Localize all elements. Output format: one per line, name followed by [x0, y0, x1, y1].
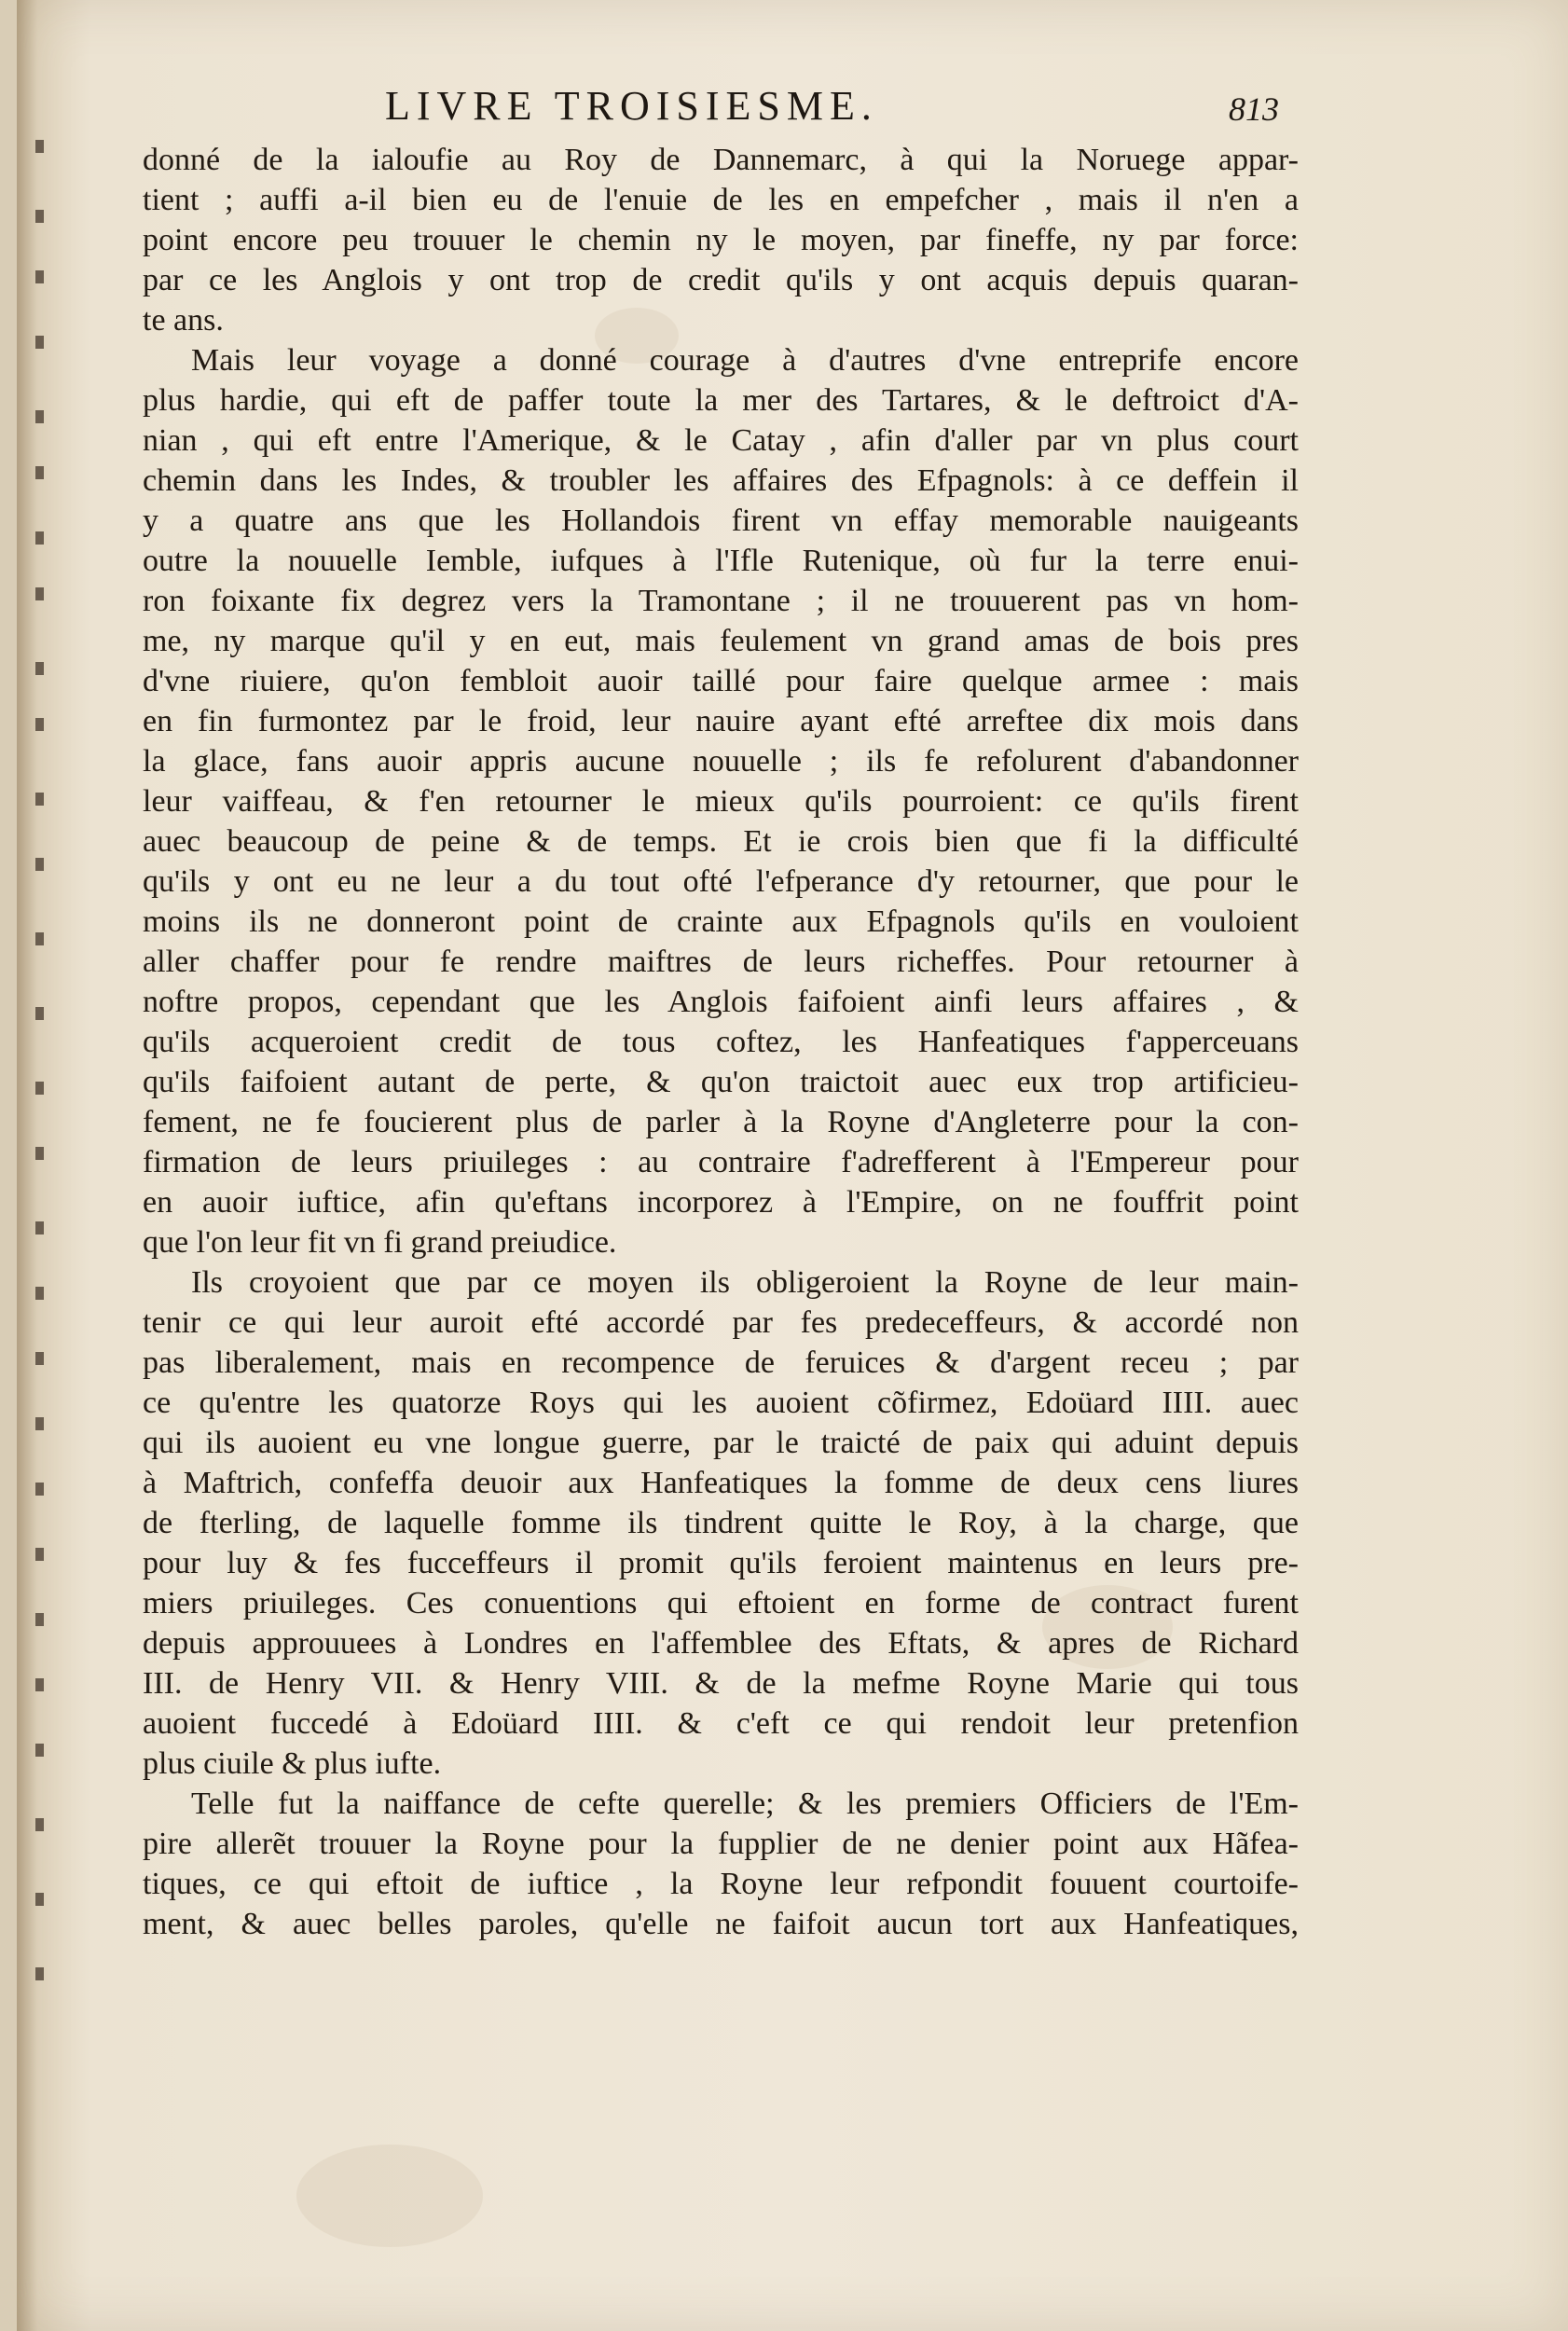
binding-mark [35, 1221, 44, 1234]
binding-mark [35, 587, 44, 600]
text-line: noftre propos, cependant que les Anglois faifoient ainfi leurs affaires , & [143, 985, 1299, 1019]
text-line: ment, & auec belles paroles, qu'elle ne faifoit aucun tort aux Hanfeatiques, [143, 1907, 1299, 1941]
text-line: par ce les Anglois y ont trop de credit qu'ils y ont acquis depuis quaran- [143, 263, 1299, 297]
binding-mark [35, 336, 44, 349]
binding-mark [35, 140, 44, 153]
text-line: moins ils ne donneront point de crainte aux Efpagnols qu'ils en vouloient [143, 904, 1299, 939]
text-line: qu'ils faifoient autant de perte, & qu'on traictoit auec eux trop artificieu- [143, 1065, 1299, 1099]
binding-mark [35, 793, 44, 806]
text-line: tient ; auffi a-il bien eu de l'enuie de les en empefcher , mais il n'en a [143, 183, 1299, 217]
book-page [17, 0, 1568, 2331]
text-line: pas liberalement, mais en recompence de feruices & d'argent receu ; par [143, 1345, 1299, 1380]
binding-mark [35, 1082, 44, 1095]
binding-mark [35, 1613, 44, 1626]
binding-mark [35, 531, 44, 545]
binding-mark [35, 932, 44, 945]
binding-mark [35, 1818, 44, 1831]
binding-mark [35, 1417, 44, 1430]
running-head-title: LIVRE TROISIESME. [385, 83, 878, 129]
binding-mark [35, 210, 44, 223]
text-line: firmation de leurs priuileges : au contraire f'adrefferent à l'Empereur pour [143, 1145, 1299, 1179]
binding-mark [35, 662, 44, 675]
text-line: fement, ne fe foucierent plus de parler à la Royne d'Angleterre pour la con- [143, 1105, 1299, 1139]
text-line: en fin furmontez par le froid, leur nauire ayant efté arreftee dix mois dans [143, 704, 1299, 738]
binding-mark [35, 1678, 44, 1691]
text-line: auec beaucoup de peine & de temps. Et ie crois bien que fi la difficulté [143, 824, 1299, 859]
binding-mark [35, 858, 44, 871]
text-line: en auoir iuftice, afin qu'eftans incorporez à l'Empire, on ne fouffrit point [143, 1185, 1299, 1220]
text-line: miers priuileges. Ces conuentions qui eftoient en forme de contract furent [143, 1586, 1299, 1621]
text-line: qui ils auoient eu vne longue guerre, par le traicté de paix qui aduint depuis [143, 1426, 1299, 1460]
text-line: de fterling, de laquelle fomme ils tindrent quitte le Roy, à la charge, que [143, 1506, 1299, 1540]
text-line: III. de Henry VII. & Henry VIII. & de la mefme Royne Marie qui tous [143, 1666, 1299, 1701]
text-line: plus ciuile & plus iufte. [143, 1746, 442, 1781]
text-line: d'vne riuiere, qu'on fembloit auoir taillé pour faire quelque armee : mais [143, 664, 1299, 698]
text-line: tiques, ce qui eftoit de iuftice , la Royne leur refpondit fouuent courtoife- [143, 1867, 1299, 1901]
text-line: depuis approuuees à Londres en l'affemblee des Eftats, & apres de Richard [143, 1626, 1299, 1661]
text-line: ce qu'entre les quatorze Roys qui les auoient cõfirmez, Edoüard IIII. auec [143, 1386, 1299, 1420]
text-line: leur vaiffeau, & f'en retourner le mieux qu'ils pourroient: ce qu'ils firent [143, 784, 1299, 819]
text-line: donné de la ialoufie au Roy de Dannemarc, à qui la Noruege appar- [143, 143, 1299, 177]
text-line: chemin dans les Indes, & troubler les affaires des Efpagnols: à ce deffein il [143, 463, 1299, 498]
binding-mark [35, 1548, 44, 1561]
text-line: me, ny marque qu'il y en eut, mais feulement vn grand amas de bois pres [143, 624, 1299, 658]
binding-mark [35, 270, 44, 283]
text-line: pour luy & fes fucceffeurs il promit qu'ils feroient maintenus en leurs pre- [143, 1546, 1299, 1580]
binding-mark [35, 1147, 44, 1160]
text-line: qu'ils y ont eu ne leur a du tout ofté l'efperance d'y retourner, que pour le [143, 864, 1299, 899]
text-line: pire allerẽt trouuer la Royne pour la fupplier de ne denier point aux Hãfea- [143, 1827, 1299, 1861]
text-line: la glace, fans auoir appris aucune nouuelle ; ils fe refolurent d'abandonner [143, 744, 1299, 779]
binding-mark [35, 466, 44, 479]
binding-mark [35, 1967, 44, 1980]
text-line: aller chaffer pour fe rendre maiftres de leurs richeffes. Pour retourner à [143, 945, 1299, 979]
binding-mark [35, 718, 44, 731]
binding-mark [35, 1483, 44, 1496]
binding-mark [35, 1007, 44, 1020]
paragraph-first-line: Ils croyoient que par ce moyen ils obligeroient la Royne de leur main- [191, 1265, 1299, 1300]
paragraph-first-line: Mais leur voyage a donné courage à d'autres d'vne entreprife encore [191, 343, 1299, 378]
text-line: qu'ils acqueroient credit de tous coftez, les Hanfeatiques f'apperceuans [143, 1025, 1299, 1059]
binding-mark [35, 410, 44, 423]
text-line: ron foixante fix degrez vers la Tramontane ; il ne trouuerent pas vn hom- [143, 584, 1299, 618]
text-line: à Maftrich, confeffa deuoir aux Hanfeatiques la fomme de deux cens liures [143, 1466, 1299, 1500]
text-line: plus hardie, qui eft de paffer toute la mer des Tartares, & le deftroict d'A- [143, 383, 1299, 418]
text-line: point encore peu trouuer le chemin ny le moyen, par fineffe, ny par force: [143, 223, 1299, 257]
binding-mark [35, 1744, 44, 1757]
text-line: que l'on leur fit vn fi grand preiudice. [143, 1225, 617, 1260]
paper-stain [296, 2145, 483, 2247]
binding-mark [35, 1893, 44, 1906]
text-line: te ans. [143, 303, 224, 338]
running-head [17, 82, 1568, 138]
text-line: tenir ce qui leur auroit efté accordé par fes predeceffeurs, & accordé non [143, 1305, 1299, 1340]
binding-mark [35, 1287, 44, 1300]
text-line: outre la nouuelle Iemble, iufques à l'Ifle Rutenique, où fur la terre enui- [143, 544, 1299, 578]
text-line: y a quatre ans que les Hollandois firent vn effay memorable nauigeants [143, 503, 1299, 538]
text-line: nian , qui eft entre l'Amerique, & le Catay , afin d'aller par vn plus court [143, 423, 1299, 458]
text-line: auoient fuccedé à Edoüard IIII. & c'eft ce qui rendoit leur pretenfion [143, 1706, 1299, 1741]
binding-thread-marks [35, 140, 50, 2051]
page-number: 813 [1229, 90, 1279, 128]
binding-mark [35, 1352, 44, 1365]
paragraph-first-line: Telle fut la naiffance de cefte querelle; & les premiers Officiers de l'Em- [191, 1786, 1299, 1821]
